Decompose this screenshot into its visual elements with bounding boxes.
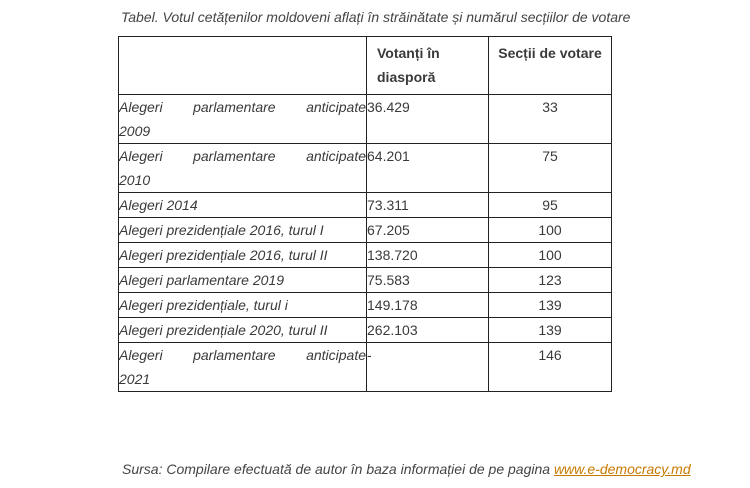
voters-value: 262.103 [367,318,489,343]
voters-value: 67.205 [367,218,489,243]
election-name-line: 2021 [119,371,151,387]
election-name-line: Alegeri parlamentare anticipate [119,99,366,115]
diaspora-votes-table [118,36,612,392]
voters-value: 75.583 [367,268,489,293]
election-name-line: Alegeri parlamentare anticipate [119,148,366,164]
sections-value: 75 [489,144,612,193]
table-row [119,318,612,343]
header-voters [367,37,489,95]
source-text: Sursa: Compilare efectuată de autor în baza informației de pe pagina [122,461,554,477]
sections-value: 123 [489,268,612,293]
voters-value: 64.201 [367,144,489,193]
header-sections-label: Secții de votare [498,45,602,61]
election-name [119,343,367,392]
header-voters-line-2: diasporă [377,69,436,85]
election-name-line: Alegeri 2014 [119,197,198,213]
table-header-row [119,37,612,95]
election-name-line: Alegeri prezidențiale 2020, turul II [119,322,328,338]
voters-value: 138.720 [367,243,489,268]
sections-value: 100 [489,243,612,268]
election-name [119,193,367,218]
election-name [119,243,367,268]
election-name [119,268,367,293]
source-note [122,461,691,477]
header-election [119,37,367,95]
header-sections [489,37,612,95]
election-name [119,144,367,193]
voters-value: 36.429 [367,95,489,144]
election-name-line: Alegeri parlamentare 2019 [119,272,284,288]
voters-value: 73.311 [367,193,489,218]
election-name-line: 2009 [119,123,151,139]
table-row [119,144,612,193]
table-row [119,268,612,293]
sections-value: 100 [489,218,612,243]
election-name-line: Alegeri prezidențiale, turul i [119,297,288,313]
table-row [119,95,612,144]
sections-value: 33 [489,95,612,144]
election-name-line: Alegeri prezidențiale 2016, turul II [119,247,328,263]
source-link[interactable]: www.e-democracy.md [553,461,691,477]
election-name-line: 2010 [119,172,151,188]
election-name [119,293,367,318]
table-caption: Tabel. Votul cetățenilor moldoveni aflați în străinătate și numărul secțiilor de votare [121,9,631,25]
election-name [119,218,367,243]
election-name [119,318,367,343]
table-row [119,293,612,318]
election-name-line: Alegeri prezidențiale 2016, turul I [119,222,324,238]
table-row [119,218,612,243]
table-row [119,243,612,268]
header-voters-line-1: Votanți în [377,45,440,61]
election-name-line: Alegeri parlamentare anticipate [119,347,366,363]
sections-value: 146 [489,343,612,392]
voters-value: 149.178 [367,293,489,318]
sections-value: 139 [489,293,612,318]
sections-value: 95 [489,193,612,218]
table-row [119,343,612,392]
election-name [119,95,367,144]
voters-value: - [367,343,489,392]
table-row [119,193,612,218]
sections-value: 139 [489,318,612,343]
